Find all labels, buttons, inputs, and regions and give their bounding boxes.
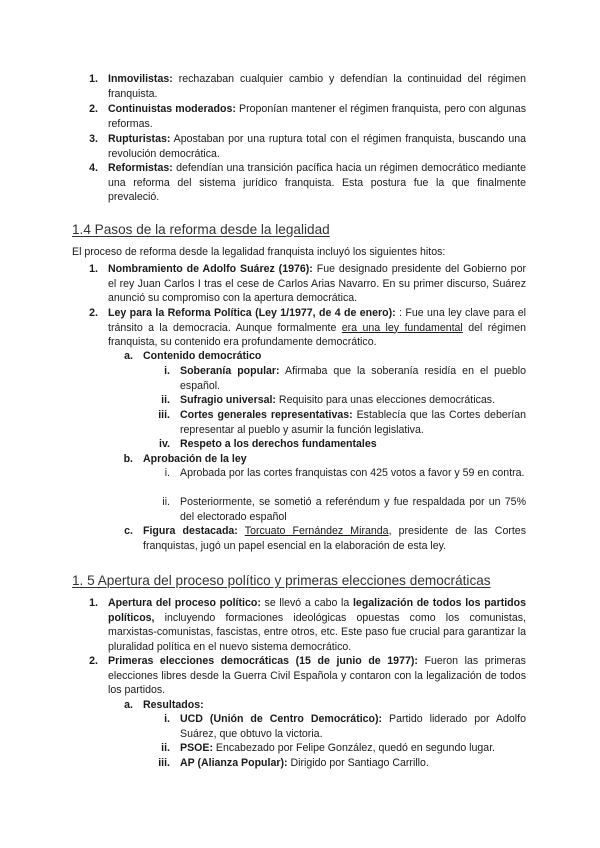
s14-sub-b-item-1 <box>164 466 526 481</box>
item-text: se llevó a cabo la <box>260 597 353 609</box>
person-name: Torcuato Fernández Miranda <box>244 525 389 537</box>
list-number: 2. <box>89 103 98 115</box>
section-heading-1-4: 1.4 Pasos de la reforma desde la legalidad <box>72 222 330 237</box>
s14-sub-a-item-3 <box>158 408 526 437</box>
s14-sub-a-item-1 <box>164 364 526 393</box>
list-number: 3. <box>89 133 98 145</box>
roman-number: i. <box>164 713 170 725</box>
term: Nombramiento de Adolfo Suárez (1976): <box>108 263 313 275</box>
s15-result-3 <box>158 756 526 771</box>
item-text: Afirmaba que la soberanía residía en el pueblo español. <box>180 365 526 392</box>
item-text: rechazaban cualquier cambio y defendían la continuidad del régimen franquista. <box>108 73 526 100</box>
sub-letter: a. <box>124 350 133 362</box>
sub-letter: c. <box>124 525 133 537</box>
term: Primeras elecciones democráticas (15 de junio de 1977): <box>108 655 418 667</box>
list-number: 1. <box>89 73 98 85</box>
section-heading-1-5: 1. 5 Apertura del proceso político y primeras elecciones democráticas <box>72 573 491 588</box>
intro-item-3 <box>89 132 526 161</box>
item-text: Aprobada por las cortes franquistas con 425 votos a favor y 59 en contra. <box>180 467 525 479</box>
item-text: Posteriormente, se sometió a referéndum y fue respaldada por un 75% del electorado español <box>180 496 526 523</box>
sub-title: Aprobación de la ley <box>143 453 247 465</box>
roman-number: i. <box>164 467 170 479</box>
term: Respeto a los derechos fundamentales <box>180 438 377 450</box>
roman-number: ii. <box>161 394 170 406</box>
list-number: 2. <box>89 307 98 319</box>
list-number: 2. <box>89 655 98 667</box>
item-text: : Fue una ley clave para el tránsito a la democracia. Aunque formalmente <box>108 307 526 334</box>
term: Soberanía popular: <box>180 365 280 377</box>
sub-title: Resultados: <box>143 699 204 711</box>
term: Rupturistas: <box>108 133 171 145</box>
item-text: Requisito para unas elecciones democráticas. <box>275 394 496 406</box>
s15-result-2 <box>161 741 526 756</box>
roman-number: iii. <box>158 757 170 769</box>
intro-item-1 <box>89 72 526 101</box>
list-number: 1. <box>89 263 98 275</box>
sub-title: Contenido democrático <box>143 350 262 362</box>
s15-sub-a <box>124 698 526 713</box>
term: Apertura del proceso político: <box>108 597 261 609</box>
s14-sub-a-item-4 <box>159 437 526 452</box>
term: Sufragio universal: <box>180 394 276 406</box>
s14-sub-b <box>123 452 526 467</box>
sub-letter: a. <box>124 699 133 711</box>
term: Figura destacada: <box>143 525 238 537</box>
bold-phrase: legalización de todos los partidos políticos, <box>108 597 527 624</box>
item-text: Apostaban por una ruptura total con el régimen franquista, buscando una revolución democrática. <box>108 133 526 160</box>
term: PSOE: <box>180 742 213 754</box>
item-text: defendían una transición pacífica hacia un régimen democrático mediante una reforma del sistema jurídico franquista. Esta postura fue la que finalmente prevaleció. <box>108 162 526 204</box>
item-text: Proponían mantener el régimen franquista, pero con algunas reformas. <box>108 103 526 130</box>
item-text: Establecía que las Cortes deberían representar al pueblo y asumir la función legislativa. <box>180 409 526 436</box>
term: Ley para la Reforma Política (Ley 1/1977, de 4 de enero): <box>108 307 396 319</box>
term: Continuistas moderados: <box>108 103 236 115</box>
item-text: Partido liderado por Adolfo Suárez, que obtuvo la victoria. <box>180 713 526 740</box>
s14-sub-a-item-2 <box>161 393 526 408</box>
s14-item-1 <box>89 262 526 306</box>
item-text: Encabezado por Felipe González, quedó en segundo lugar. <box>212 742 496 754</box>
roman-number: i. <box>164 365 170 377</box>
roman-number: iv. <box>159 438 170 450</box>
item-text: , presidente de las Cortes franquistas, jugó un papel esencial en la elaboración de esta ley. <box>143 525 526 552</box>
sub-letter: b. <box>123 453 133 465</box>
roman-number: ii. <box>161 742 170 754</box>
section-intro: El proceso de reforma desde la legalidad franquista incluyó los siguientes hitos: <box>72 246 446 258</box>
item-text: Fueron las primeras elecciones libres desde la Guerra Civil Española y contaron con la legalización de todos los partidos. <box>108 655 526 697</box>
term: Reformistas: <box>108 162 173 174</box>
s14-sub-a <box>124 349 526 364</box>
list-number: 1. <box>89 597 98 609</box>
term: Cortes generales representativas: <box>180 409 353 421</box>
term: UCD (Unión de Centro Democrático): <box>180 713 383 725</box>
s14-item-2 <box>89 306 526 350</box>
s14-sub-c <box>124 524 526 553</box>
item-text: Fue designado presidente del Gobierno por el rey Juan Carlos I tras el cese de Carlos Arias Navarro. En su primer discurso, Suárez anunció su compromiso con la apertura democrática. <box>108 263 526 305</box>
item-text: Dirigido por Santiago Carrillo. <box>287 757 429 769</box>
item-text: del régimen franquista, su contenido era profundamente democrático. <box>108 321 526 349</box>
term: AP (Alianza Popular): <box>180 757 288 769</box>
intro-item-4 <box>89 161 526 205</box>
s15-result-1 <box>164 712 526 741</box>
s15-item-2 <box>89 654 526 698</box>
underlined-phrase: era una ley fundamental <box>341 321 463 334</box>
roman-number: ii. <box>162 496 170 508</box>
s14-sub-b-item-2 <box>162 495 526 524</box>
intro-item-2 <box>89 102 526 131</box>
s15-item-1 <box>89 596 527 654</box>
list-number: 4. <box>89 162 98 174</box>
item-text: incluyendo formaciones ideológicas opuestas como los comunistas, marxistas-comunistas, fascistas, entre otros, etc. Este paso fue crucial para garantizar la pluralidad política en el nuevo sistema democrático. <box>108 611 526 653</box>
term: Inmovilistas: <box>108 73 173 85</box>
roman-number: iii. <box>158 409 170 421</box>
